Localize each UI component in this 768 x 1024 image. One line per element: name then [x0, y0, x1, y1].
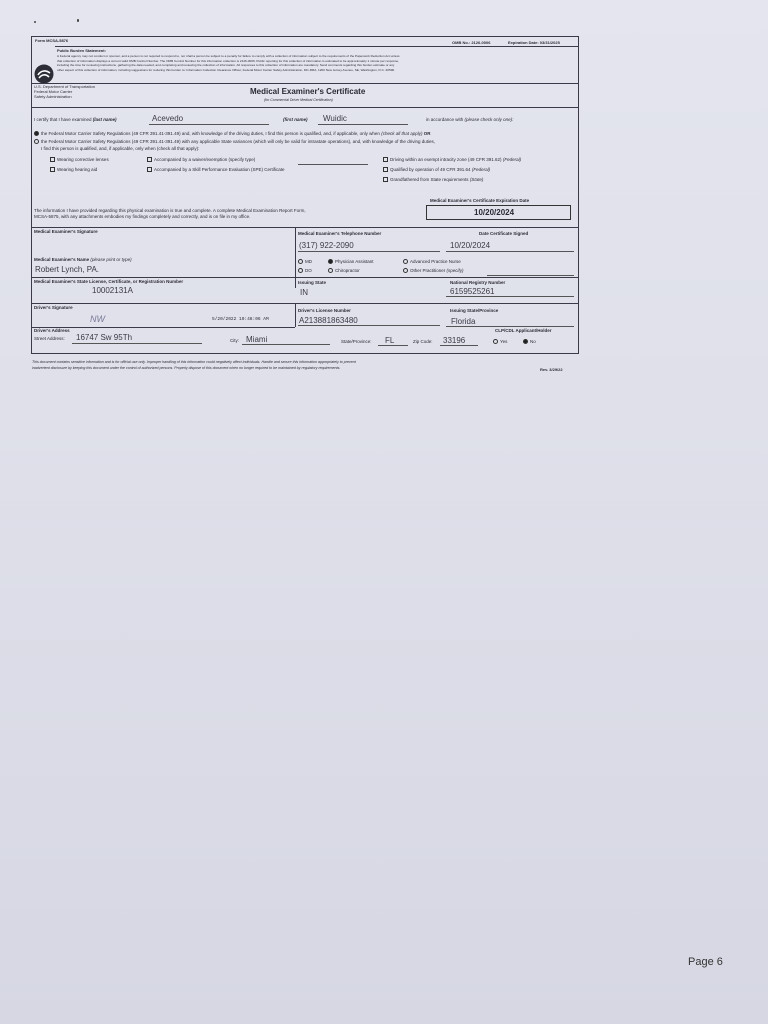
- check-corrective-lenses[interactable]: Wearing corrective lenses: [50, 157, 109, 162]
- street-label: Street Address:: [34, 336, 65, 341]
- expiration-date-value[interactable]: 10/20/2024: [474, 208, 515, 217]
- check-intracity[interactable]: Driving within an exempt intracity zone (49 CFR 391.62) (Federal): [383, 157, 521, 162]
- street-value[interactable]: 16747 Sw 95Th: [76, 333, 133, 342]
- clp-label: CLP/CDL Applicant/Holder: [495, 328, 552, 333]
- driver-signature-value: NW: [90, 314, 105, 324]
- scan-speck: [34, 21, 36, 23]
- expiration-label: Medical Examiner's Certificate Expiration Date: [430, 198, 530, 203]
- form-title: Medical Examiner's Certificate: [250, 87, 366, 96]
- check-grandfathered[interactable]: Grandfathered from State requirements (State): [383, 177, 483, 182]
- certify-suffix: in accordance with (please check only one):: [426, 117, 514, 122]
- driver-issuing-label: Issuing State/Province: [450, 308, 499, 313]
- license-value[interactable]: 10002131A: [92, 286, 133, 295]
- radio-physician-assistant[interactable]: Physician Assistant: [328, 259, 374, 264]
- examiner-phone-label: Medical Examiner's Telephone Number: [298, 231, 382, 236]
- examiner-name-value[interactable]: Robert Lynch, PA.: [35, 265, 100, 274]
- zip-label: Zip Code:: [413, 339, 433, 344]
- check-waiver[interactable]: Accompanied by a waiver/exemption (specify type): [147, 157, 255, 162]
- first-name-value[interactable]: Wuidic: [323, 114, 347, 123]
- scan-speck: [77, 19, 79, 22]
- confidentiality-notice: This document contains sensitive information and is for official use only. Improper handling of this information could negatively affect individuals. Handle and secure this information appropriately to prevent inadvertent disclosure by keeping this document under the control of authorized persons. Properly dispose of this document when no longer required to be maintained by regulatory requirements.: [32, 360, 356, 370]
- date-signed-label: Date Certificate Signed: [479, 231, 529, 236]
- radio-chiropractor[interactable]: Chiropractor: [328, 268, 360, 273]
- last-name-value[interactable]: Acevedo: [152, 114, 184, 123]
- clp-yes[interactable]: Yes: [493, 339, 507, 344]
- expiration-note: Expiration Date: 03/31/2025: [508, 40, 560, 45]
- option-state-variance[interactable]: the Federal Motor Carrier Safety Regulations (49 CFR 391.41-391.49) with any applicable State variances (which will only be valid for intrastate operations), and, with knowledge of the driving duties,: [34, 139, 435, 144]
- state-label: State/Province:: [341, 339, 372, 344]
- license-label: Medical Examiner's State License, Certificate, or Registration Number: [34, 279, 184, 284]
- radio-other-practitioner[interactable]: Other Practitioner (specify): [403, 268, 464, 273]
- agency-name: U.S. Department of Transportation Federal Motor Carrier Safety Administration: [34, 84, 95, 99]
- driver-sign-date: 5/20/2022 10:48:06 AM: [212, 317, 269, 322]
- form-number: Form MCSA-5876: [35, 38, 69, 43]
- option-fmcsr[interactable]: the Federal Motor Carrier Safety Regulations (49 CFR 391.41-391.49) and, with knowledge of the driving duties, I find this person is qualified, and, if applicable, only when (check all that apply) OR: [34, 131, 431, 136]
- zip-value[interactable]: 33196: [443, 336, 466, 345]
- state-value[interactable]: FL: [385, 336, 395, 345]
- driver-license-label: Driver's License Number: [298, 308, 351, 313]
- option-fmcsr-radio[interactable]: [34, 131, 39, 136]
- examiner-signature-label: Medical Examiner's Signature: [34, 229, 98, 234]
- city-label: City:: [230, 338, 239, 343]
- option-state-variance-radio[interactable]: [34, 139, 39, 144]
- radio-do[interactable]: DO: [298, 268, 312, 273]
- option-state-variance-line2: I find this person is qualified, and, if applicable, only when (check all that apply):: [41, 146, 200, 151]
- driver-address-label: Driver's Address: [34, 328, 70, 333]
- omb-number: OMB No.: 2126-0006: [452, 40, 491, 45]
- check-operation[interactable]: Qualified by operation of 49 CFR 391.64 (Federal): [383, 167, 490, 172]
- city-value[interactable]: Miami: [246, 335, 268, 344]
- radio-advanced-practice-nurse[interactable]: Advanced Practice Nurse: [403, 259, 461, 264]
- burden-statement: A Federal agency may not conduct or sponsor, and a person is not required to respond to, nor shall a person be subject to a penalty for failure to comply with a collection of information subject to the requirements of the Paperwork Reduction Act unless that collection of information displays a current valid OMB Control Number. The OMB Control Number for this information collection is 2126-0006. Public reporting for this collection of information is estimated to be approximately 1 minute per response, including the time for reviewing instructions, gathering the data needed, and completing and reviewing the collection of information. All responses to this collection of information are mandatory. Send comments regarding this burden estimate or any other aspect of this collection of information, including suggestions for reducing this burden to: Information Collection Clearance Officer, Federal Motor Carrier Safety Administration, MC-RRA, 1200 New Jersey Avenue, SE, Washington, D.C. 20590.: [57, 54, 400, 72]
- driver-signature-label: Driver's Signature: [34, 305, 73, 310]
- check-hearing-aid[interactable]: Wearing hearing aid: [50, 167, 97, 172]
- examiner-phone-value[interactable]: (317) 922-2090: [299, 241, 354, 250]
- page-number: Page 6: [688, 956, 723, 968]
- issuing-state-label: Issuing State: [298, 280, 327, 285]
- registry-value[interactable]: 6159525261: [450, 287, 495, 296]
- driver-license-value[interactable]: A213881863480: [299, 316, 358, 325]
- form-subtitle: (for Commercial Driver Medical Certification): [264, 98, 333, 102]
- medical-certificate-form: [31, 36, 579, 354]
- clp-no[interactable]: No: [523, 339, 536, 344]
- check-spe[interactable]: Accompanied by a Skill Performance Evaluation (SPE) Certificate: [147, 167, 285, 172]
- certify-prefix: I certify that I have examined (last name): [34, 117, 117, 122]
- revision-date: Rev. 3/29/22: [540, 367, 563, 372]
- examiner-statement: The information I have provided regarding this physical examination is true and complete. A complete Medical Examination Report Form, MCSA-5875, with any attachments embodies my findings completely and correctly, and is on file in my office.: [34, 208, 306, 219]
- date-signed-value[interactable]: 10/20/2024: [450, 241, 491, 250]
- examiner-name-label: Medical Examiner's Name (please print or type): [34, 257, 132, 262]
- issuing-state-value[interactable]: IN: [300, 288, 308, 297]
- radio-md[interactable]: MD: [298, 259, 312, 264]
- burden-title: Public Burden Statement:: [57, 48, 106, 53]
- driver-issuing-value[interactable]: Florida: [451, 317, 476, 326]
- first-name-label: (first name): [283, 117, 308, 122]
- registry-label: National Registry Number: [450, 280, 506, 285]
